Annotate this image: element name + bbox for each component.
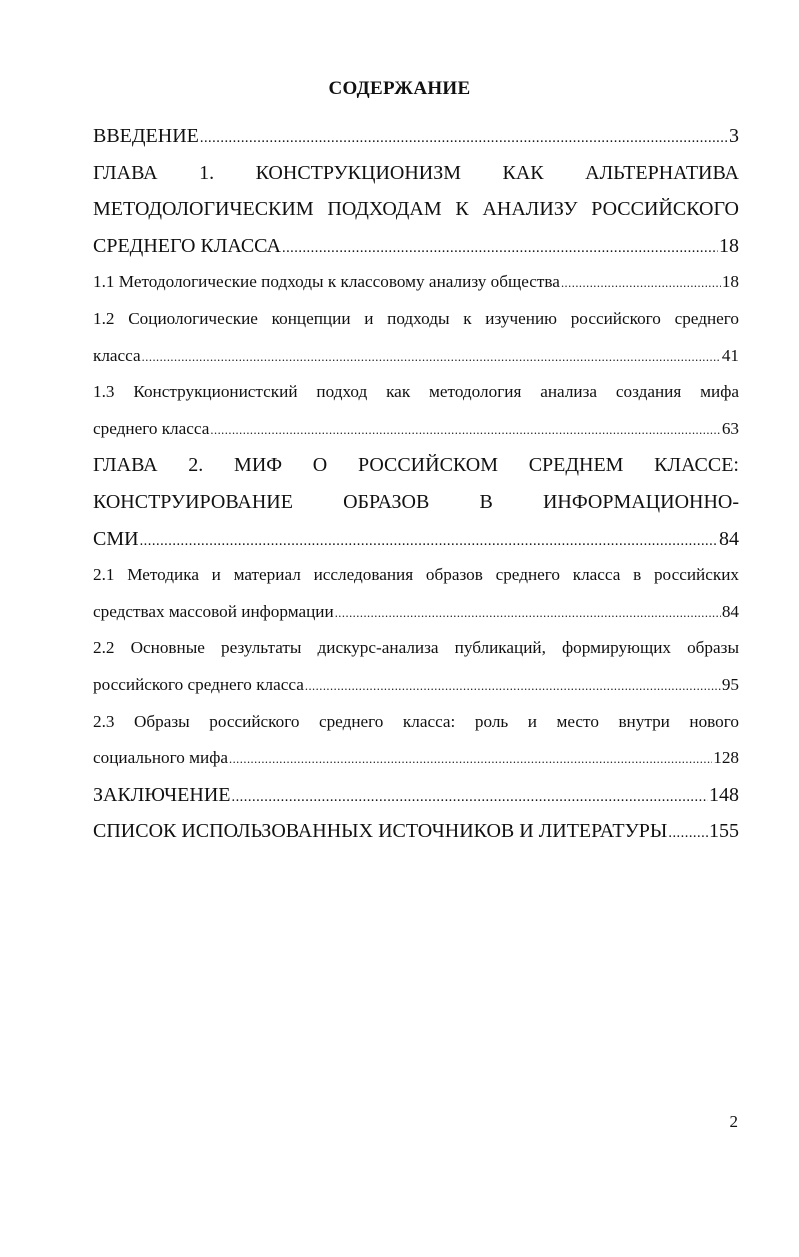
- toc-entry-title-line: 2.1 Методика и материал исследования образов среднего класса в российских: [93, 565, 739, 585]
- toc-entry-title-line: среднего класса: [93, 418, 210, 438]
- toc-entry-page: 148: [709, 783, 739, 806]
- dot-leader: [305, 668, 721, 704]
- dot-leader: [335, 595, 721, 631]
- toc-entry-page: 155: [709, 820, 739, 843]
- dot-leader: [200, 120, 728, 155]
- dot-leader: [668, 815, 708, 850]
- dot-leader: [231, 779, 708, 814]
- toc-entry-title-line: МЕТОДОЛОГИЧЕСКИМ ПОДХОДАМ К АНАЛИЗУ РОССИЙСКОГО: [93, 198, 739, 221]
- toc-entry-page: 18: [721, 272, 739, 292]
- toc-entry-chapter-2: [93, 447, 739, 557]
- toc-entry-title-line: класса: [93, 345, 141, 365]
- toc-entry-page: 41: [721, 345, 739, 365]
- toc-entry-page: 84: [721, 601, 739, 621]
- toc-entry-page: 3: [729, 125, 739, 147]
- toc-entry-section-2-3: [93, 704, 739, 777]
- dot-leader: [282, 230, 718, 265]
- toc-entry-title-line: 1.3 Конструкционистский подход как методология анализа создания мифа: [93, 382, 739, 402]
- toc-entry-section-1-1: [93, 264, 739, 301]
- toc-entry-title-line: российского среднего класса: [93, 674, 304, 694]
- toc-entry-title-line: социального мифа: [93, 748, 228, 768]
- toc-entry-title: СПИСОК ИСПОЛЬЗОВАННЫХ ИСТОЧНИКОВ И ЛИТЕРАТУРЫ: [93, 820, 668, 843]
- toc-entry-section-1-2: [93, 301, 739, 374]
- toc-entry-introduction: [93, 118, 739, 155]
- dot-leader: [142, 339, 721, 375]
- toc-entry-section-2-1: [93, 557, 739, 630]
- toc-entry-title: 1.1 Методологические подходы к классовому анализу общества: [93, 272, 560, 292]
- toc-entry-title-line: 2.3 Образы российского среднего класса: роль и место внутри нового: [93, 711, 739, 731]
- page-title: СОДЕРЖАНИЕ: [328, 78, 471, 99]
- toc-entry-title-line: ГЛАВА 2. МИФ О РОССИЙСКОМ СРЕДНЕМ КЛАССЕ:: [93, 454, 739, 477]
- toc-entry-title-line: СМИ: [93, 527, 139, 550]
- toc-entry-title-line: 2.2 Основные результаты дискурс-анализа публикаций, формирующих образы: [93, 638, 739, 658]
- toc-entry-title-line: 1.2 Социологические концепции и подходы к изучению российского среднего: [93, 308, 739, 328]
- toc-entry-page: 18: [719, 234, 739, 257]
- toc-entry-title-line: средствах массовой информации: [93, 601, 334, 621]
- toc-entry-title-line: ГЛАВА 1. КОНСТРУКЦИОНИЗМ КАК АЛЬТЕРНАТИВА: [93, 161, 739, 184]
- table-of-contents: [93, 118, 739, 850]
- page-number: 2: [729, 1112, 738, 1131]
- toc-entry-section-2-2: [93, 630, 739, 703]
- dot-leader: [229, 741, 712, 777]
- dot-leader: [561, 265, 721, 301]
- toc-entry-page: 84: [719, 527, 739, 550]
- toc-entry-title-line: КОНСТРУИРОВАНИЕ ОБРАЗОВ В ИНФОРМАЦИОННО-: [93, 490, 739, 513]
- toc-entry-title: ВВЕДЕНИЕ: [93, 125, 199, 147]
- toc-entry-references: [93, 813, 739, 850]
- dot-leader: [140, 523, 718, 558]
- dot-leader: [210, 412, 720, 448]
- toc-entry-title-line: СРЕДНЕГО КЛАССА: [93, 234, 281, 257]
- toc-entry-page: 128: [713, 748, 739, 768]
- toc-entry-page: 63: [721, 418, 739, 438]
- toc-entry-page: 95: [721, 674, 739, 694]
- toc-entry-chapter-1: [93, 155, 739, 265]
- toc-entry-section-1-3: [93, 374, 739, 447]
- toc-entry-title: ЗАКЛЮЧЕНИЕ: [93, 783, 231, 806]
- toc-entry-conclusion: [93, 777, 739, 814]
